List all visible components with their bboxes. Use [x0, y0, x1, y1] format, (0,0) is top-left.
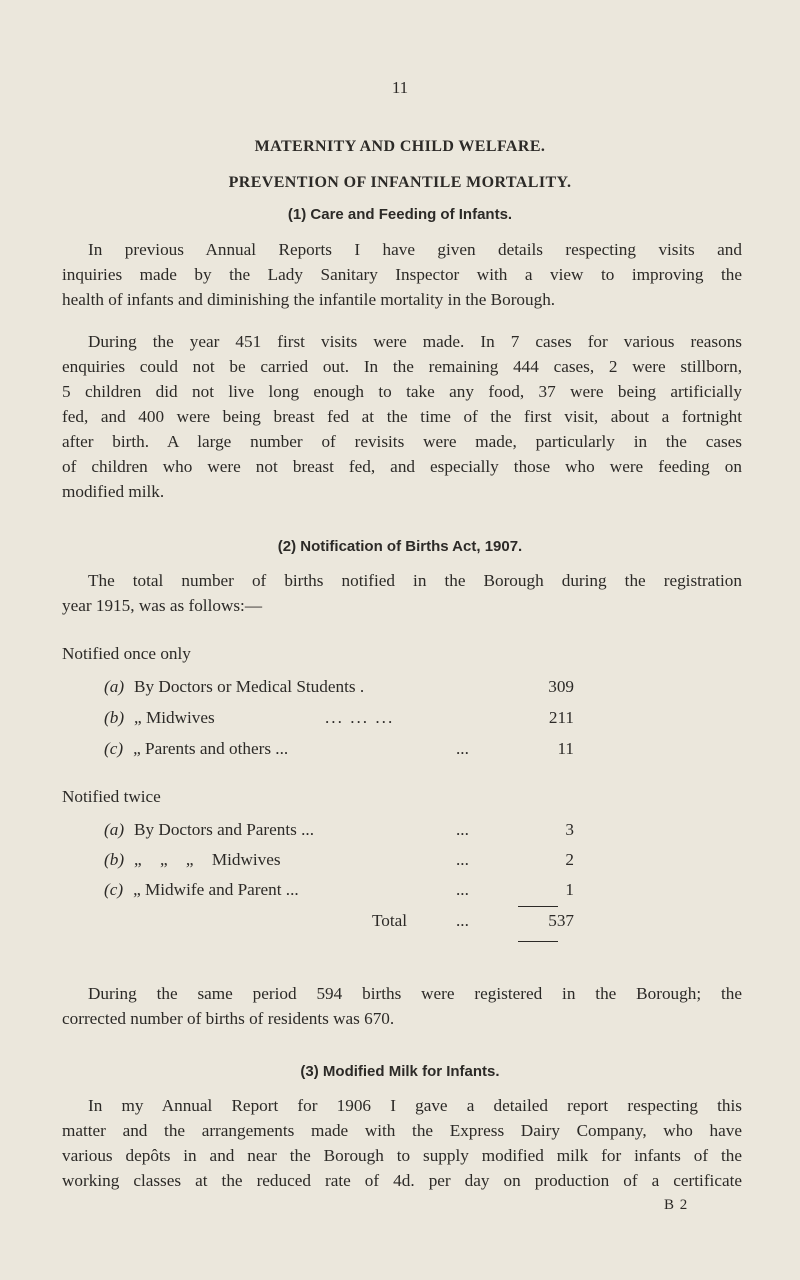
row-label: (a) By Doctors and Parents ...: [104, 820, 315, 839]
text-line: In my Annual Report for 1906 I gave a detailed report respecting this: [88, 1096, 742, 1115]
row-value: 309: [548, 677, 574, 696]
text-line: The total number of births notified in the Borough during the registration: [88, 571, 742, 590]
text-line: after birth. A large number of revisits were made, particularly in the cases: [62, 432, 742, 451]
text-line: enquiries could not be carried out. In the remaining 444 cases, 2 were stillborn,: [62, 357, 742, 376]
table-row: [104, 677, 574, 701]
row-label: (c) „ Midwife and Parent ...: [104, 880, 299, 899]
text-line: year 1915, was as follows:—: [62, 596, 263, 615]
page-number: 11: [391, 78, 409, 97]
row-label: (a) By Doctors or Medical Students .: [104, 677, 365, 696]
table-row: [104, 850, 574, 874]
section2-title: (2) Notification of Births Act, 1907.: [277, 538, 523, 555]
table-row: [104, 708, 574, 732]
text-line: During the year 451 first visits were made. In 7 cases for various reasons: [88, 332, 742, 351]
text-line: working classes at the reduced rate of 4d. per day on production of a certificate: [62, 1171, 742, 1190]
row-value: 3: [565, 820, 574, 839]
row-value: 1: [565, 880, 574, 899]
section3-title: (3) Modified Milk for Infants.: [300, 1063, 500, 1080]
text-line: In previous Annual Reports I have given details respecting visits and: [88, 240, 742, 259]
section1-title: (1) Care and Feeding of Infants.: [287, 206, 513, 223]
text-line: modified milk.: [62, 482, 165, 501]
text-line: fed, and 400 were being breast fed at the time of the first visit, about a fortnight: [62, 407, 742, 426]
leader-dots: ... ... ...: [325, 708, 395, 727]
table-row: [104, 880, 574, 904]
text-line: corrected number of births of residents was 670.: [62, 1009, 395, 1028]
notified-once-heading: Notified once only: [62, 644, 191, 663]
row-label: (b) „ Midwives: [104, 708, 215, 727]
leader-dots: ...: [456, 880, 469, 899]
notified-twice-heading: Notified twice: [62, 787, 161, 806]
text-line: inquiries made by the Lady Sanitary Inspector with a view to improving the: [62, 265, 742, 284]
leader-dots: ...: [456, 911, 469, 930]
row-label: (c) „ Parents and others ...: [104, 739, 289, 758]
text-line: various depôts in and near the Borough to supply modified milk for infants of the: [62, 1146, 742, 1165]
row-value: 211: [548, 708, 574, 727]
sum-rule: [518, 906, 558, 907]
text-line: health of infants and diminishing the infantile mortality in the Borough.: [62, 290, 556, 309]
sub-heading: PREVENTION OF INFANTILE MORTALITY.: [228, 174, 572, 191]
text-line: matter and the arrangements made with the Express Dairy Company, who have: [62, 1121, 742, 1140]
total-row: [104, 911, 574, 935]
row-label: (b) „ „ „ Midwives: [104, 850, 281, 869]
row-value: 11: [557, 739, 574, 758]
total-value: 537: [548, 911, 574, 930]
text-line: of children who were not breast fed, and especially those who were feeding on: [62, 457, 742, 476]
row-value: 2: [565, 850, 574, 869]
main-heading: MATERNITY AND CHILD WELFARE.: [254, 138, 546, 155]
leader-dots: ...: [456, 850, 469, 869]
leader-dots: ...: [456, 739, 469, 758]
text-line: During the same period 594 births were registered in the Borough; the: [88, 984, 742, 1003]
leader-dots: ...: [456, 820, 469, 839]
table-row: [104, 820, 574, 844]
total-label: Total: [372, 911, 408, 930]
signature-mark: B 2: [664, 1197, 689, 1213]
total-rule: [518, 941, 558, 942]
table-row: [104, 739, 574, 763]
text-line: 5 children did not live long enough to take any food, 37 were being artificially: [62, 382, 742, 401]
